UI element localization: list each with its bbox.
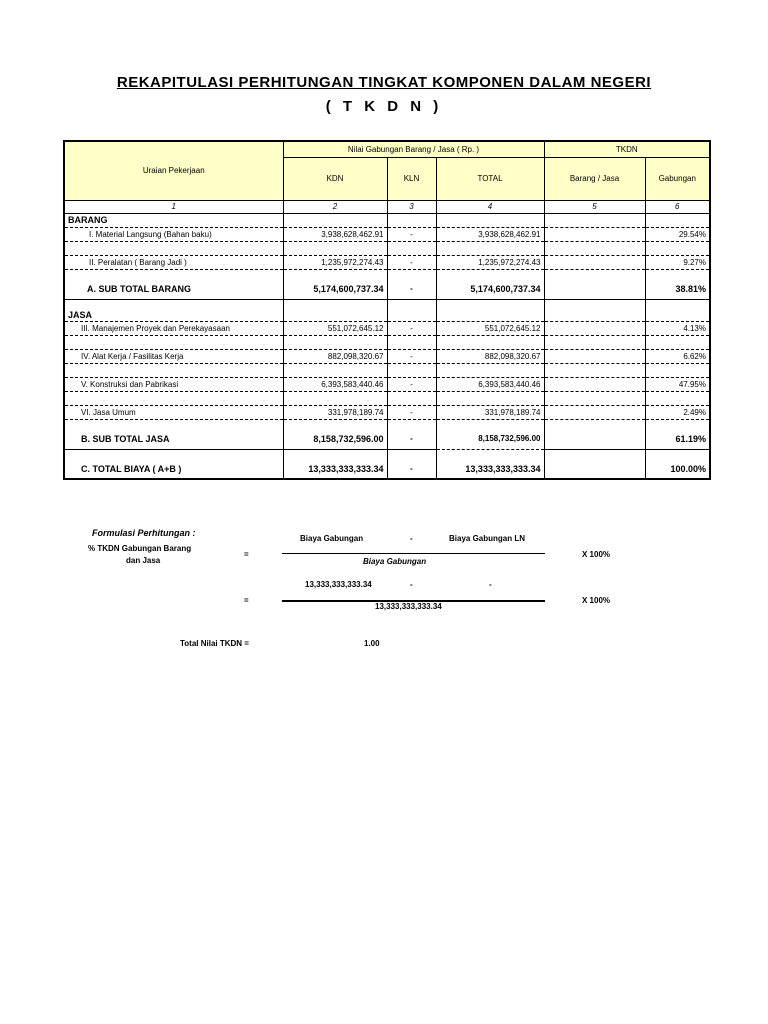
col-number: 4 xyxy=(436,200,544,213)
section-jasa: JASA xyxy=(64,309,283,321)
total-tkdn-value: 1.00 xyxy=(364,639,380,648)
grand-total-row xyxy=(64,459,710,479)
row-label: A. SUB TOTAL BARANG xyxy=(64,279,283,299)
header-kdn: KDN xyxy=(283,157,387,200)
header-uraian: Uraian Pekerjaan xyxy=(64,141,283,200)
gabungan-value: 61.19% xyxy=(645,429,710,449)
col-number: 2 xyxy=(283,200,387,213)
subtotal-row xyxy=(64,429,710,449)
formula-value-minus: - xyxy=(410,580,413,589)
header-tkdn: TKDN xyxy=(544,141,710,157)
formula-value-numerator: 13,333,333,333.34 xyxy=(305,580,372,589)
kdn-value: 6,393,583,440.46 xyxy=(283,377,387,391)
kdn-value: 551,072,645.12 xyxy=(283,321,387,335)
total-tkdn-label: Total Nilai TKDN = xyxy=(180,639,249,648)
col-number: 5 xyxy=(544,200,645,213)
section-barang: BARANG xyxy=(64,213,283,227)
formula-times: X 100% xyxy=(582,550,611,559)
total-value: 13,333,333,333.34 xyxy=(436,459,544,479)
total-value: 1,235,972,274.43 xyxy=(436,255,544,269)
header-gabungan: Gabungan xyxy=(645,157,710,200)
header-barang-jasa: Barang / Jasa xyxy=(544,157,645,200)
total-value: 331,978,189.74 xyxy=(436,405,544,419)
formula-value-denominator: 13,333,333,333.34 xyxy=(375,602,442,611)
total-value: 8,158,732,596.00 xyxy=(436,429,544,449)
row-label: I. Material Langsung (Bahan baku) xyxy=(64,227,283,241)
col-number: 6 xyxy=(645,200,710,213)
table-row xyxy=(64,377,710,391)
subtotal-row xyxy=(64,279,710,299)
kln-value: - xyxy=(387,321,436,335)
total-value: 551,072,645.12 xyxy=(436,321,544,335)
row-label: VI. Jasa Umum xyxy=(64,405,283,419)
total-value: 6,393,583,440.46 xyxy=(436,377,544,391)
kln-value: - xyxy=(387,255,436,269)
col-number: 1 xyxy=(64,200,283,213)
table-row xyxy=(64,405,710,419)
kdn-value: 13,333,333,333.34 xyxy=(283,459,387,479)
row-label: C. TOTAL BIAYA ( A+B ) xyxy=(64,459,283,479)
kln-value: - xyxy=(387,227,436,241)
formula-numerator-left: Biaya Gabungan xyxy=(300,534,364,543)
gabungan-value: 2.49% xyxy=(645,405,710,419)
row-label: IV. Alat Kerja / Fasilitas Kerja xyxy=(64,349,283,363)
kdn-value: 882,098,320.67 xyxy=(283,349,387,363)
table-row xyxy=(64,321,710,335)
table-row xyxy=(64,227,710,241)
formula-equals-2: = xyxy=(244,596,249,605)
formula-value-dash: - xyxy=(489,580,492,589)
gabungan-value: 100.00% xyxy=(645,459,710,479)
document-subtitle: ( T K D N ) xyxy=(325,98,443,115)
total-value: 5,174,600,737.34 xyxy=(436,279,544,299)
table-row xyxy=(64,255,710,269)
kln-value: - xyxy=(387,405,436,419)
row-label: III. Manajemen Proyek dan Perekayasaan xyxy=(64,321,283,335)
header-nilai-gabungan: Nilai Gabungan Barang / Jasa ( Rp. ) xyxy=(283,141,544,157)
kdn-value: 8,158,732,596.00 xyxy=(283,429,387,449)
header-total: TOTAL xyxy=(436,157,544,200)
formula-heading: Formulasi Perhitungan : xyxy=(92,528,196,538)
header-kln: KLN xyxy=(387,157,436,200)
formula-pct-label-1: % TKDN Gabungan Barang xyxy=(88,544,192,553)
kln-value: - xyxy=(387,429,436,449)
formula-minus: - xyxy=(410,534,413,543)
kdn-value: 331,978,189.74 xyxy=(283,405,387,419)
document-title: REKAPITULASI PERHITUNGAN TINGKAT KOMPONEN DALAM NEGERI xyxy=(116,74,652,91)
row-label: V. Konstruksi dan Pabrikasi xyxy=(64,377,283,391)
formula-denominator: Biaya Gabungan xyxy=(363,557,427,566)
kln-value: - xyxy=(387,377,436,391)
row-label: II. Peralatan ( Barang Jadi ) xyxy=(64,255,283,269)
kdn-value: 5,174,600,737.34 xyxy=(283,279,387,299)
gabungan-value: 6.62% xyxy=(645,349,710,363)
row-label: B. SUB TOTAL JASA xyxy=(64,429,283,449)
kln-value: - xyxy=(387,279,436,299)
formula-pct-label-2: dan Jasa xyxy=(126,556,161,565)
kln-value: - xyxy=(387,459,436,479)
col-number: 3 xyxy=(387,200,436,213)
formula-times-2: X 100% xyxy=(582,596,611,605)
formula-equals: = xyxy=(244,550,249,559)
kdn-value: 3,938,628,462.91 xyxy=(283,227,387,241)
kdn-value: 1,235,972,274.43 xyxy=(283,255,387,269)
formula-numerator-right: Biaya Gabungan LN xyxy=(449,534,526,543)
column-number-row xyxy=(64,200,710,213)
total-value: 3,938,628,462.91 xyxy=(436,227,544,241)
gabungan-value: 9.27% xyxy=(645,255,710,269)
table-row xyxy=(64,349,710,363)
fraction-line xyxy=(282,553,545,554)
gabungan-value: 38.81% xyxy=(645,279,710,299)
gabungan-value: 4.13% xyxy=(645,321,710,335)
kln-value: - xyxy=(387,349,436,363)
gabungan-value: 47.95% xyxy=(645,377,710,391)
tkdn-table xyxy=(63,140,711,480)
gabungan-value: 29.54% xyxy=(645,227,710,241)
total-value: 882,098,320.67 xyxy=(436,349,544,363)
